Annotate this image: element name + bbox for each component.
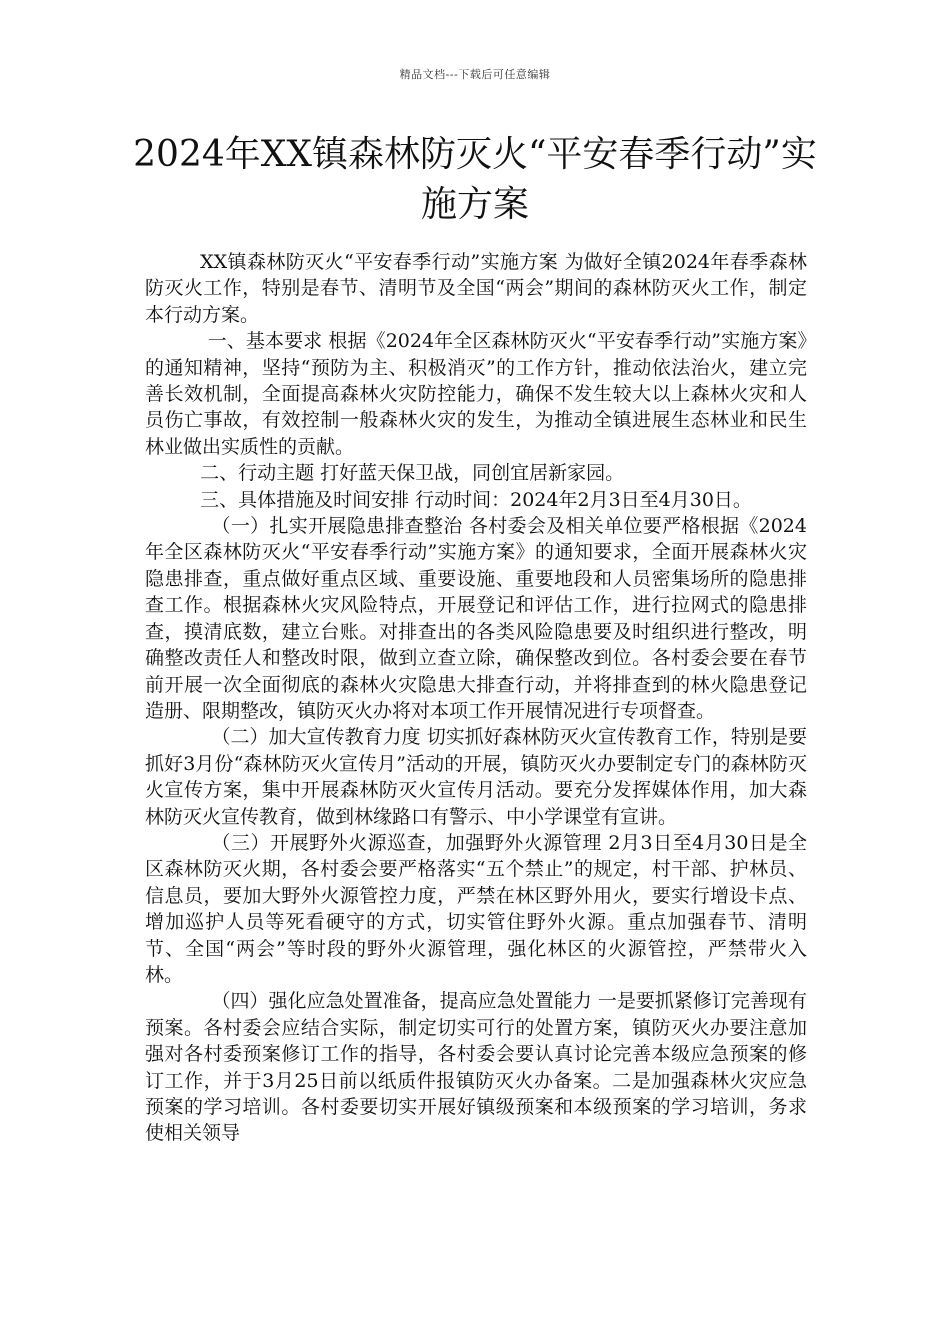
paragraph-fire-source-patrol: （三）开展野外火源巡查，加强野外火源管理 2月3日至4月30日是全区森林防灭火期，各村委会要严格落实“五个禁止”的规定，村干部、护林员、信息员，要加大野外火源管控力度，严禁在林区野外用火，要实行增设卡点、增加巡护人员等死看硬守的方式，切实管住野外火源。重点加强春节、清明节、全国“两会”等时段的野外火源管理，强化林区的火源管控，严禁带火入林。 — [145, 831, 807, 986]
header-note: 精品文档---下载后可任意编辑 — [399, 68, 551, 81]
paragraph-measures-schedule: 三、具体措施及时间安排 行动时间：2024年2月3日至4月30日。 — [200, 488, 752, 511]
paragraph-publicity-education: （二）加大宣传教育力度 切实抓好森林防灭火宣传教育工作，特别是要抓好3月份“森林防灭火宣传月”活动的开展，镇防灭火办要制定专门的森林防灭火宣传方案，集中开展森林防灭火宣传月活动。要充分发挥媒体作用，加大森林防灭火宣传教育，做到林缘路口有警示、中小学课堂有宣讲。 — [145, 726, 807, 828]
paragraph-emergency-preparedness: （四）强化应急处置准备，提高应急处置能力 一是要抓紧修订完善现有预案。各村委会应结合实际，制定切实可行的处置方案，镇防灭火办要注意加强对各村委预案修订工作的指导，各村委会要认真讨论完善本级应急预案的修订工作，并于3月25日前以纸质件报镇防灭火办备案。二是加强森林火灾应急预案的学习培训。各村委要切实开展好镇级预案和本级预案的学习培训，务求使相关领导 — [145, 990, 807, 1145]
paragraph-intro: XX镇森林防灭火“平安春季行动”实施方案 为做好全镇2024年春季森林防灭火工作，特别是春节、清明节及全国“两会”期间的森林防灭火工作，制定本行动方案。 — [145, 251, 807, 326]
paragraph-basic-requirements: 一、基本要求 根据《2024年全区森林防灭火“平安春季行动”实施方案》的通知精神，坚持“预防为主、积极消灭”的工作方针，推动依法治火，建立完善长效机制，全面提高森林火灾防控能力，确保不发生较大以上森林火灾和人员伤亡事故，有效控制一般森林火灾的发生，为推动全镇进展生态林业和民生林业做出实质性的贡献。 — [145, 330, 807, 458]
paragraph-action-theme: 二、行动主题 打好蓝天保卫战，同创宜居新家园。 — [200, 462, 625, 485]
document-body — [145, 249, 807, 1147]
paragraph-hazard-inspection: （一）扎实开展隐患排查整治 各村委会及相关单位要严格根据《2024年全区森林防灭火“平安春季行动”实施方案》的通知要求，全面开展森林火灾隐患排查，重点做好重点区域、重要设施、重要地段和人员密集场所的隐患排查工作。根据森林火灾风险特点，开展登记和评估工作，进行拉网式的隐患排查，摸清底数，建立台账。对排查出的各类风险隐患要及时组织进行整改，明确整改责任人和整改时限，做到立查立除，确保整改到位。各村委会要在春节前开展一次全面彻底的森林火灾隐患大排查行动，并将排查到的林火隐患登记造册、限期整改，镇防灭火办将对本项工作开展情况进行专项督查。 — [145, 515, 807, 722]
document-title: 2024年XX镇森林防灭火“平安春季行动”实施方案 — [133, 134, 817, 225]
